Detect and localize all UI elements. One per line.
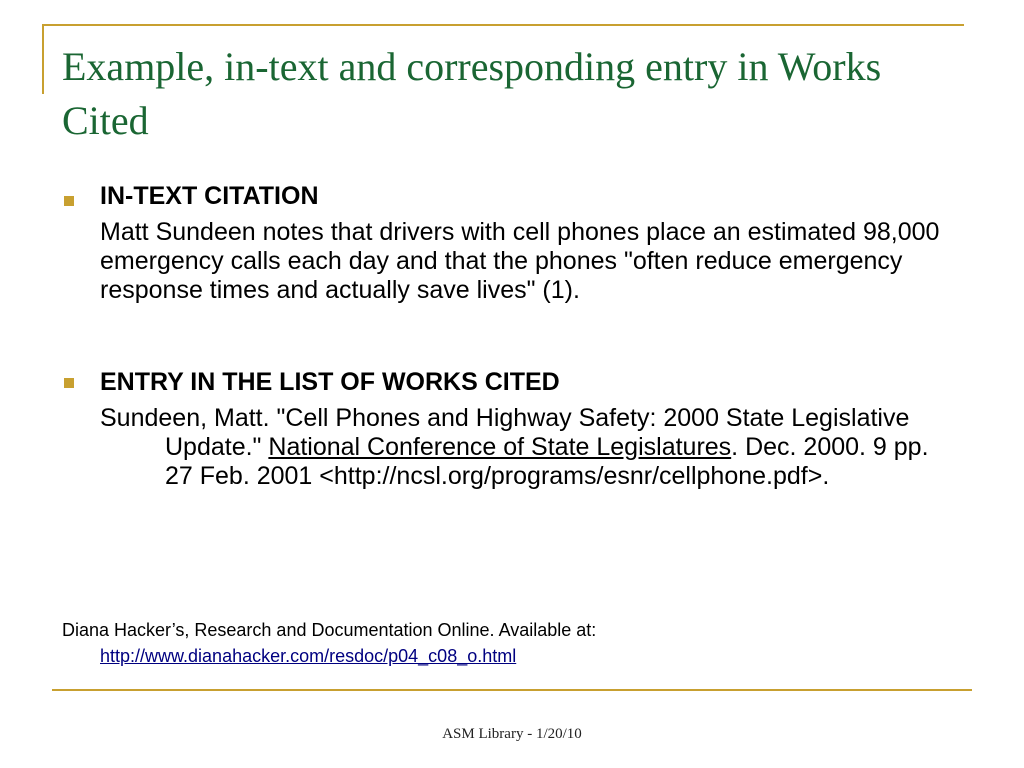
- in-text-citation-body: Matt Sundeen notes that drivers with cell phones place an estimated 98,000 emergency calls each day and that the phones "often reduce emergency response times and actually save lives" (1).: [100, 218, 940, 304]
- frame-left-rule: [42, 24, 44, 94]
- in-text-citation-heading: IN-TEXT CITATION: [100, 182, 319, 210]
- bullet-square-icon: [64, 378, 74, 388]
- source-note: [62, 617, 962, 669]
- entry-publication-title: National Conference of State Legislatures: [268, 433, 732, 461]
- slide-footer: ASM Library - 1/20/10: [442, 726, 582, 742]
- slide-title: Example, in-text and corresponding entry in Works Cited: [62, 44, 882, 143]
- frame-top-rule: [42, 24, 964, 26]
- works-cited-heading: ENTRY IN THE LIST OF WORKS CITED: [100, 368, 560, 396]
- source-text: Diana Hacker’s, Research and Documentation Online. Available at:: [62, 620, 597, 640]
- entry-text-part1: Sundeen, Matt. "Cell Phones and Highway Safety: 2000 State Legislative Update.": [100, 404, 910, 461]
- bottom-rule: [52, 689, 972, 691]
- works-cited-entry: [100, 404, 930, 491]
- bullet-square-icon: [64, 196, 74, 206]
- source-link[interactable]: http://www.dianahacker.com/resdoc/p04_c08_o.html: [100, 646, 517, 666]
- entry-text-part2: . Dec. 2000. 9 pp. 27 Feb. 2001 <http://ncsl.org/programs/esnr/cellphone.pdf>.: [165, 433, 929, 490]
